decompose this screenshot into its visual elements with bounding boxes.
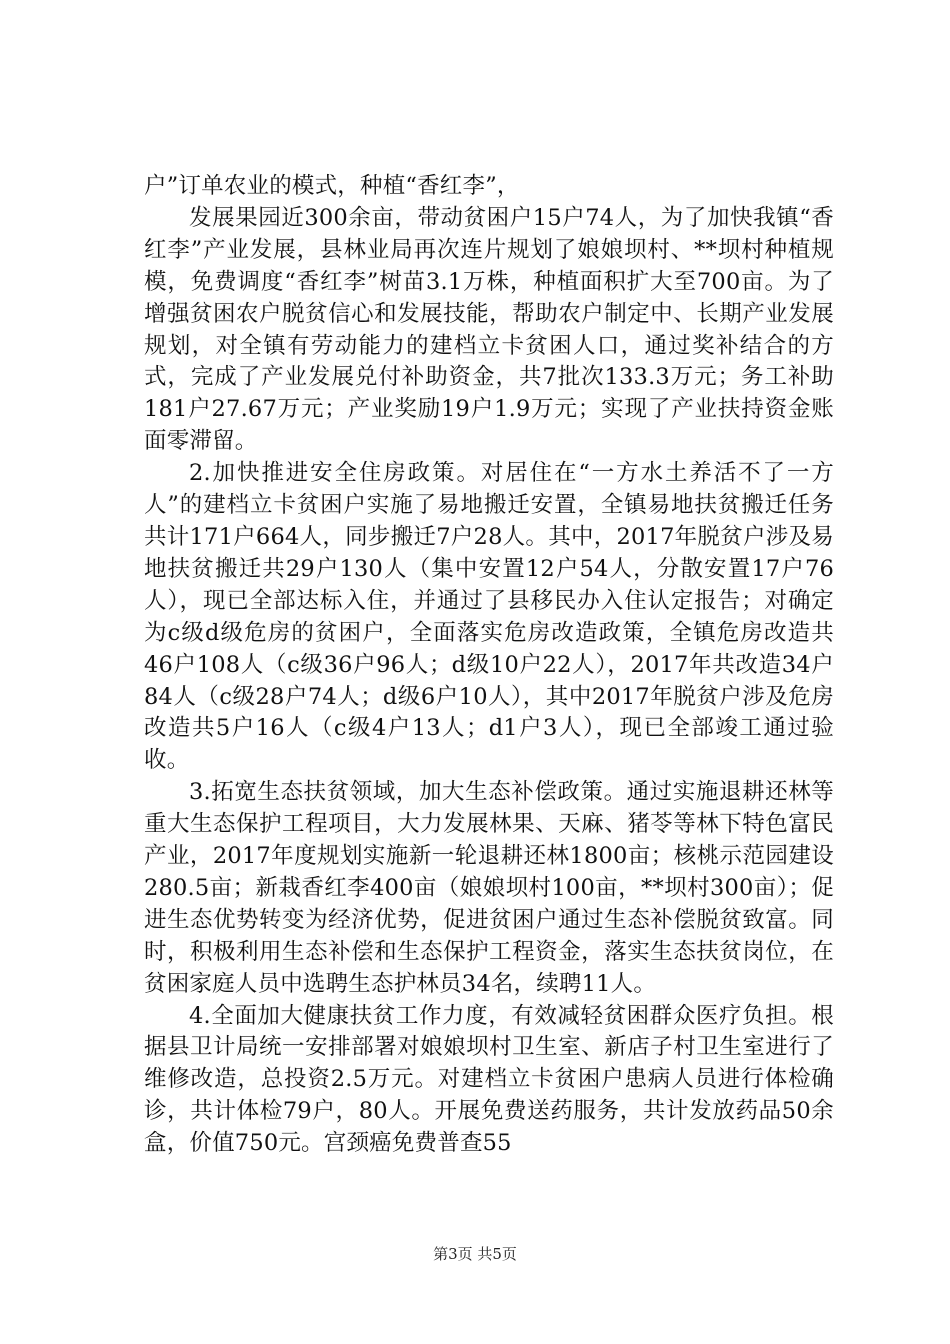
page-number-footer: 第3页 共5页 [433, 1245, 517, 1263]
paragraph-health-poverty-relief: 4.全面加大健康扶贫工作力度，有效减轻贫困群众医疗负担。根据县卫计局统一安排部署对娘娘坝村卫生室、新店子村卫生室进行了维修改造，总投资2.5万元。对建档立卡贫困户患病人员进行体检确诊，共计体检79户，80人。开展免费送药服务，共计发放药品50余盒，价值750元。宫颈癌免费普查55 [144, 1002, 834, 1157]
paragraph-ecological-poverty-relief: 3.拓宽生态扶贫领域，加大生态补偿政策。通过实施退耕还林等重大生态保护工程项目，大力发展林果、天麻、猪苓等林下特色富民产业，2017年度规划实施新一轮退耕还林1800亩；核桃示范园建设280.5亩；新栽香红李400亩（娘娘坝村100亩，**坝村300亩）；促进生态优势转变为经济优势，促进贫困户通过生态补偿脱贫致富。同时，积极利用生态补偿和生态保护工程资金，落实生态扶贫岗位，在贫困家庭人员中选聘生态护林员34名，续聘11人。 [144, 779, 834, 997]
paragraph-orchard-development: 发展果园近300余亩，带动贫困户15户74人，为了加快我镇“香红李”产业发展，县林业局再次连片规划了娘娘坝村、**坝村种植规模，免费调度“香红李”树苗3.1万株，种植面积扩大至700亩。为了增强贫困农户脱贫信心和发展技能，帮助农户制定中、长期产业发展规划，对全镇有劳动能力的建档立卡贫困人口，通过奖补结合的方式，完成了产业发展兑付补助资金，共7批次133.3万元；务工补助181户27.67万元；产业奖励19户1.9万元；实现了产业扶持资金账面零滞留。 [144, 204, 834, 455]
paragraph-housing-policy: 2.加快推进安全住房政策。对居住在“一方水土养活不了一方人”的建档立卡贫困户实施了易地搬迁安置，全镇易地扶贫搬迁任务共计171户664人，同步搬迁7户28人。其中，2017年脱贫户涉及易地扶贫搬迁共29户130人（集中安置12户54人，分散安置17户76人），现已全部达标入住，并通过了县移民办入住认定报告；对确定为c级d级危房的贫困户，全面落实危房改造政策，全镇危房改造共46户108人（c级36户96人；d级10户22人），2017年共改造34户84人（c级28户74人；d级6户10人），其中2017年脱贫户涉及危房改造共5户16人（c级4户13人；d1户3人），现已全部竣工通过验收。 [144, 460, 834, 774]
document-body [144, 171, 834, 1160]
paragraph-continuation: 户”订单农业的模式，种植“香红李”， [144, 173, 520, 199]
